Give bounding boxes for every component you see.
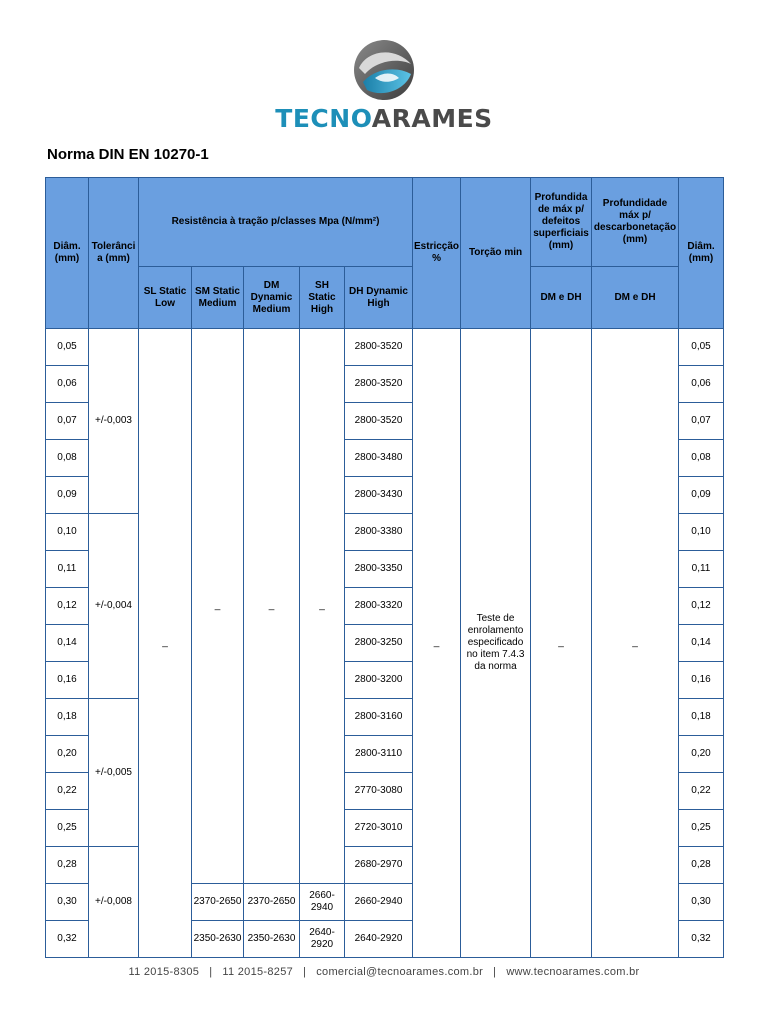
diam-cell: 0,20 bbox=[46, 736, 89, 773]
dh-cell: 2800-3110 bbox=[345, 736, 413, 773]
diam-cell: 0,10 bbox=[679, 514, 724, 551]
header-resistance-group: Resistência à tração p/classes Mpa (N/mm²) bbox=[139, 178, 413, 267]
brand-part-arames: ARAMES bbox=[371, 104, 493, 133]
prof-defeitos-cell: _ bbox=[531, 329, 592, 958]
tolerance-cell: +/-0,004 bbox=[89, 514, 139, 699]
header-prof-descarb: Profundidade máx p/ descarbonetação (mm) bbox=[592, 178, 679, 267]
company-logo bbox=[0, 38, 768, 132]
diam-cell: 0,09 bbox=[46, 477, 89, 514]
diam-cell: 0,18 bbox=[46, 699, 89, 736]
header-torcao: Torção min bbox=[461, 178, 531, 329]
diam-cell: 0,06 bbox=[679, 366, 724, 403]
footer-phone-1: 11 2015-8305 bbox=[128, 966, 200, 978]
dh-cell: 2800-3250 bbox=[345, 625, 413, 662]
dh-cell: 2640-2920 bbox=[345, 921, 413, 958]
sh-cell: 2660-2940 bbox=[300, 884, 345, 921]
brand-name bbox=[0, 106, 768, 132]
diam-cell: 0,08 bbox=[46, 440, 89, 477]
diam-cell: 0,14 bbox=[46, 625, 89, 662]
diam-cell: 0,25 bbox=[46, 810, 89, 847]
diam-cell: 0,07 bbox=[679, 403, 724, 440]
diam-cell: 0,32 bbox=[46, 921, 89, 958]
header-sm: SM Static Medium bbox=[192, 267, 244, 329]
dm-cell: _ bbox=[244, 329, 300, 884]
dh-cell: 2660-2940 bbox=[345, 884, 413, 921]
diam-cell: 0,32 bbox=[679, 921, 724, 958]
footer-contact bbox=[0, 966, 768, 978]
brand-part-tecno: TECNO bbox=[275, 104, 372, 133]
diam-cell: 0,22 bbox=[46, 773, 89, 810]
diam-cell: 0,08 bbox=[679, 440, 724, 477]
diam-cell: 0,30 bbox=[679, 884, 724, 921]
footer-separator: | bbox=[209, 966, 213, 978]
diam-cell: 0,12 bbox=[46, 588, 89, 625]
footer-separator: | bbox=[303, 966, 307, 978]
dh-cell: 2770-3080 bbox=[345, 773, 413, 810]
sh-cell: 2640-2920 bbox=[300, 921, 345, 958]
header-diam-right: Diâm. (mm) bbox=[679, 178, 724, 329]
header-sl: SL Static Low bbox=[139, 267, 192, 329]
diam-cell: 0,14 bbox=[679, 625, 724, 662]
dh-cell: 2800-3430 bbox=[345, 477, 413, 514]
dh-cell: 2800-3350 bbox=[345, 551, 413, 588]
header-dm-dh-2: DM e DH bbox=[592, 267, 679, 329]
tolerance-cell: +/-0,008 bbox=[89, 847, 139, 958]
diam-cell: 0,11 bbox=[46, 551, 89, 588]
dh-cell: 2800-3520 bbox=[345, 329, 413, 366]
diam-cell: 0,18 bbox=[679, 699, 724, 736]
dh-cell: 2800-3320 bbox=[345, 588, 413, 625]
diam-cell: 0,22 bbox=[679, 773, 724, 810]
dh-cell: 2800-3480 bbox=[345, 440, 413, 477]
spec-table bbox=[45, 177, 724, 958]
diam-cell: 0,11 bbox=[679, 551, 724, 588]
diam-cell: 0,16 bbox=[679, 662, 724, 699]
diam-cell: 0,28 bbox=[46, 847, 89, 884]
dh-cell: 2800-3160 bbox=[345, 699, 413, 736]
sl-cell: _ bbox=[139, 329, 192, 958]
diam-cell: 0,25 bbox=[679, 810, 724, 847]
dh-cell: 2800-3520 bbox=[345, 403, 413, 440]
dh-cell: 2720-3010 bbox=[345, 810, 413, 847]
sm-cell: _ bbox=[192, 329, 244, 884]
diam-cell: 0,05 bbox=[679, 329, 724, 366]
header-tolerance: Tolerânci a (mm) bbox=[89, 178, 139, 329]
header-estriccao: Estricção % bbox=[413, 178, 461, 329]
header-prof-defeitos: Profundida de máx p/ defeitos superficiais (mm) bbox=[531, 178, 592, 267]
dm-cell: 2350-2630 bbox=[244, 921, 300, 958]
page-title: Norma DIN EN 10270-1 bbox=[47, 146, 209, 163]
diam-cell: 0,30 bbox=[46, 884, 89, 921]
table-row bbox=[46, 329, 724, 366]
tolerance-cell: +/-0,003 bbox=[89, 329, 139, 514]
footer-website-link[interactable]: www.tecnoarames.com.br bbox=[506, 966, 640, 978]
diam-cell: 0,12 bbox=[679, 588, 724, 625]
header-dh: DH Dynamic High bbox=[345, 267, 413, 329]
footer-separator: | bbox=[493, 966, 497, 978]
tolerance-cell: +/-0,005 bbox=[89, 699, 139, 847]
torcao-cell: Teste de enrolamento especificado no item 7.4.3 da norma bbox=[461, 329, 531, 958]
diam-cell: 0,06 bbox=[46, 366, 89, 403]
dh-cell: 2680-2970 bbox=[345, 847, 413, 884]
sm-cell: 2370-2650 bbox=[192, 884, 244, 921]
diam-cell: 0,07 bbox=[46, 403, 89, 440]
header-dm-dh-1: DM e DH bbox=[531, 267, 592, 329]
logo-mark-icon bbox=[353, 38, 415, 102]
dh-cell: 2800-3380 bbox=[345, 514, 413, 551]
dh-cell: 2800-3520 bbox=[345, 366, 413, 403]
estriccao-cell: _ bbox=[413, 329, 461, 958]
header-diam-left: Diâm. (mm) bbox=[46, 178, 89, 329]
footer-phone-2: 11 2015-8257 bbox=[222, 966, 294, 978]
prof-descarb-cell: _ bbox=[592, 329, 679, 958]
sh-cell: _ bbox=[300, 329, 345, 884]
sm-cell: 2350-2630 bbox=[192, 921, 244, 958]
footer-email-link[interactable]: comercial@tecnoarames.com.br bbox=[316, 966, 484, 978]
dh-cell: 2800-3200 bbox=[345, 662, 413, 699]
header-dm: DM Dynamic Medium bbox=[244, 267, 300, 329]
header-sh: SH Static High bbox=[300, 267, 345, 329]
diam-cell: 0,28 bbox=[679, 847, 724, 884]
dm-cell: 2370-2650 bbox=[244, 884, 300, 921]
diam-cell: 0,09 bbox=[679, 477, 724, 514]
diam-cell: 0,16 bbox=[46, 662, 89, 699]
diam-cell: 0,05 bbox=[46, 329, 89, 366]
diam-cell: 0,20 bbox=[679, 736, 724, 773]
diam-cell: 0,10 bbox=[46, 514, 89, 551]
